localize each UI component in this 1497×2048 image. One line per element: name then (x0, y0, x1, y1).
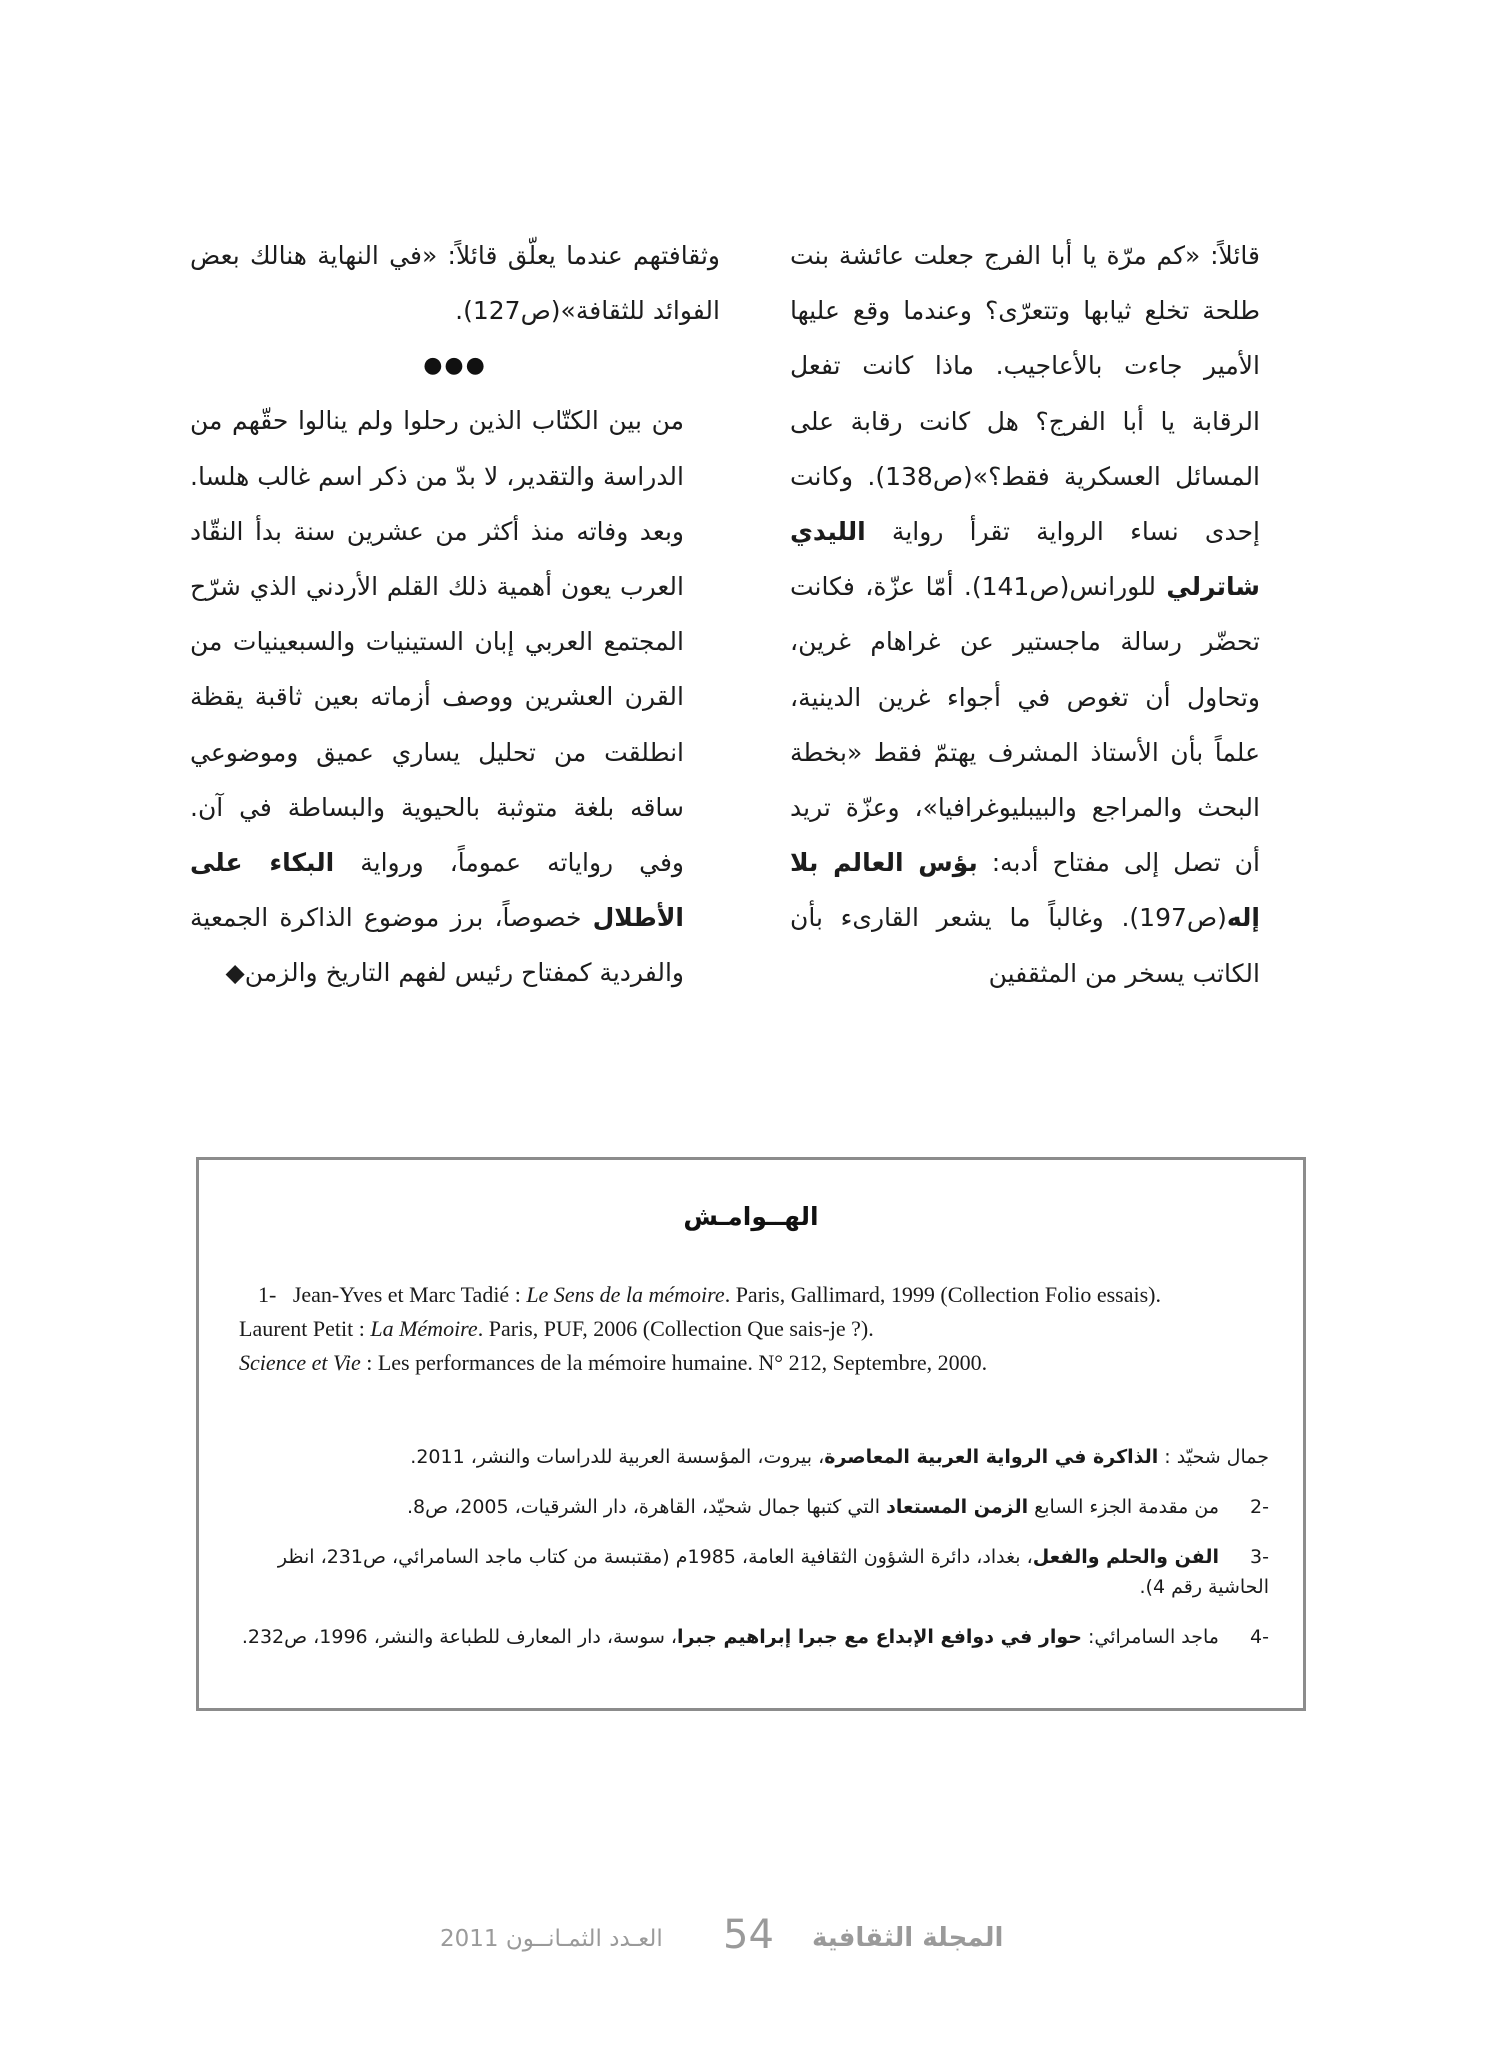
page-number: 54 (723, 1912, 774, 1958)
arabic-reference-3 (239, 1542, 1269, 1602)
arabic-references (239, 1442, 1269, 1672)
section-separator: ●●● (423, 353, 487, 379)
reference-number: -3 (1250, 1546, 1269, 1568)
reference-title: الفن والحلم والفعل (1032, 1546, 1219, 1568)
left-paragraph-1: وثقافتهم عندما يعلّق قائلاً: «في النهاية هنالك بعض الفوائد للثقافة»(ص127). (190, 241, 720, 326)
reference-title: حوار في دوافع الإبداع مع جبرا إبراهيم جبرا (677, 1626, 1082, 1648)
reference-details: التي كتبها جمال شحيّد، القاهرة، دار الشرقيات، 2005، ص8. (406, 1496, 887, 1518)
reference-2 (239, 1312, 1279, 1346)
text-run: قائلاً: «كم مرّة يا أبا الفرج جعلت عائشة بنت طلحة تخلع ثيابها وتتعرّى؟ وعندما وقع عليها الأمير جاءت بالأعاجيب. ماذا كانت تفعل الرقابة يا أبا الفرج؟ هل كانت رقابة على المسائل العسكرية فقط؟»(ص138). وكانت إحدى نساء الرواية تقرأ رواية (790, 241, 1261, 547)
text-run: خصوصاً، برز موضوع الذاكرة الجمعية والفردية كمفتاح رئيس لفهم التاريخ والزمن◆ (190, 903, 684, 988)
right-text-column (790, 228, 1260, 1001)
reference-1 (239, 1278, 1279, 1312)
left-paragraph-2 (190, 393, 720, 1000)
book-title: بؤس العالم بلا إله (790, 848, 1260, 933)
reference-title: Science et Vie (239, 1350, 361, 1375)
reference-3 (239, 1346, 1279, 1380)
reference-title: La Mémoire (370, 1316, 478, 1341)
arabic-reference-2 (239, 1492, 1269, 1522)
arabic-reference-4 (239, 1622, 1269, 1652)
reference-number: -2 (1250, 1496, 1269, 1518)
reference-details: . Paris, PUF, 2006 (Collection Que sais-je ?). (477, 1316, 874, 1341)
reference-details: . Paris, Gallimard, 1999 (Collection Folio essais). (724, 1282, 1161, 1307)
issue-label: العـدد الثمـانــون 2011 (440, 1926, 663, 1952)
reference-text: من مقدمة الجزء السابع (1028, 1496, 1219, 1518)
text-run: للورانس(ص141). أمّا عزّة، فكانت تحضّر رسالة ماجستير عن غراهام غرين، وتحاول أن تغوص في أجواء غرين الدينية، علماً بأن الأستاذ المشرف يهتمّ فقط «بخطة البحث والمراجع والبيبليوغرافيا»، وعزّة تريد أن تصل إلى مفتاح أدبه: (790, 572, 1260, 878)
reference-number: 1- (258, 1282, 277, 1307)
reference-details: : Les performances de la mémoire humaine. N° 212, Septembre, 2000. (360, 1350, 988, 1375)
reference-author: Laurent Petit : (239, 1316, 371, 1341)
reference-title: الزمن المستعاد (886, 1496, 1029, 1518)
footnotes-box (196, 1157, 1306, 1711)
reference-details: ، بغداد، دائرة الشؤون الثقافية العامة، 1985م (مقتبسة من كتاب ماجد السامرائي، ص231، انظر الحاشية رقم 4). (277, 1546, 1269, 1598)
reference-number: -4 (1250, 1626, 1269, 1648)
reference-author: جمال شحيّد : (1158, 1446, 1269, 1468)
latin-references (239, 1278, 1279, 1380)
page-footer (440, 1912, 1080, 1962)
book-title: البكاء على الأطلال (190, 848, 684, 933)
arabic-reference-1 (239, 1442, 1269, 1472)
left-text-column (190, 228, 720, 1001)
text-run: من بين الكتّاب الذين رحلوا ولم ينالوا حقّهم من الدراسة والتقدير، لا بدّ من ذكر اسم غالب هلسا. وبعد وفاته منذ أكثر من عشرين سنة بدأ النقّاد العرب يعون أهمية ذلك القلم الأردني الذي شرّح المجتمع العربي إبان الستينيات والسبعينيات من القرن العشرين ووصف أزماته بعين ثاقبة يقظة انطلقت من تحليل يساري عميق وموضوعي ساقه بلغة متوثبة بالحيوية والبساطة في آن. وفي رواياته عموماً، ورواية (190, 406, 684, 878)
book-title: الليدي شاترلي (790, 517, 1260, 602)
reference-title: الذاكرة في الرواية العربية المعاصرة (824, 1446, 1159, 1468)
reference-author: Jean-Yves et Marc Tadié : (292, 1282, 527, 1307)
reference-details: ، بيروت، المؤسسة العربية للدراسات والنشر، 2011. (410, 1446, 825, 1468)
reference-details: ، سوسة، دار المعارف للطباعة والنشر، 1996، ص232. (241, 1626, 678, 1648)
footnotes-title: الهــوامـش (683, 1202, 819, 1231)
right-paragraph (790, 228, 1260, 1001)
magazine-name: المجلة الثقافية (812, 1923, 1004, 1953)
text-run: (ص197). وغالباً ما يشعر القارىء بأن الكاتب يسخر من المثقفين (790, 903, 1260, 988)
reference-title: Le Sens de la mémoire (526, 1282, 725, 1307)
reference-author: ماجد السامرائي: (1081, 1626, 1219, 1648)
